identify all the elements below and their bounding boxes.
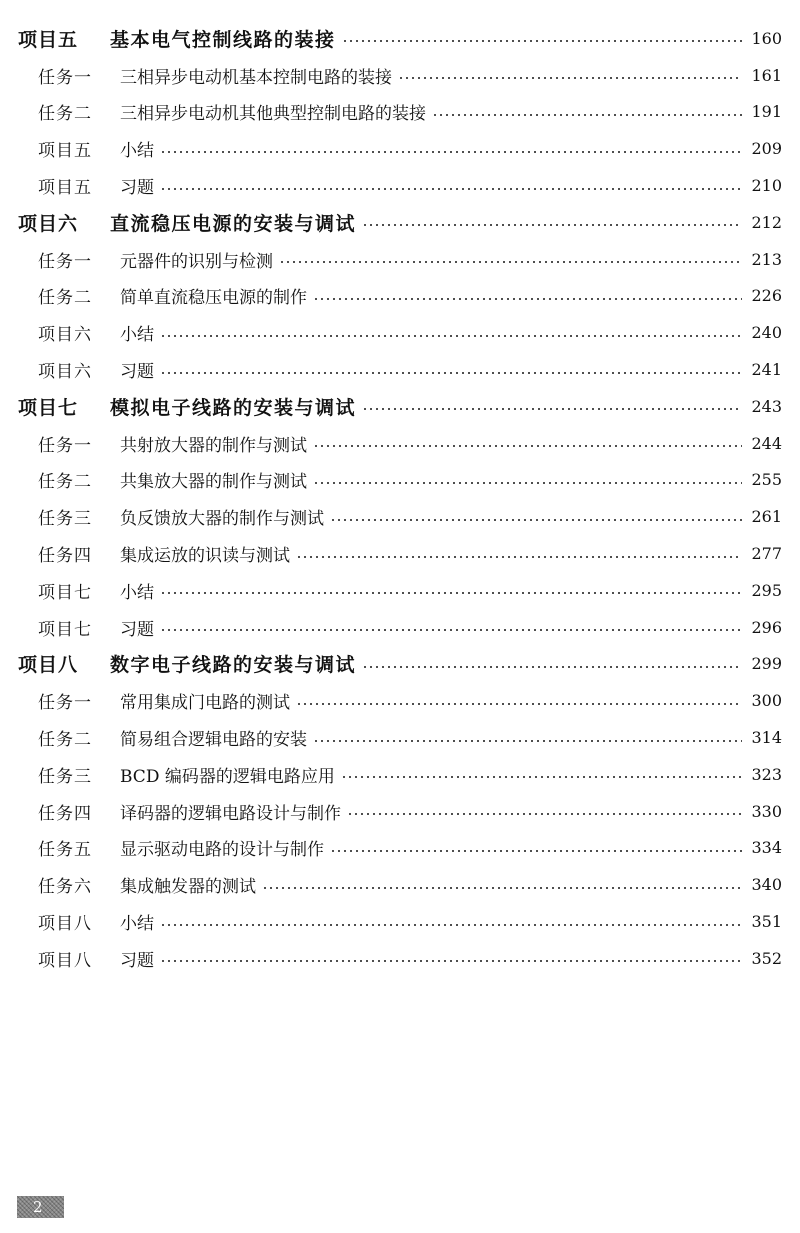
toc-page-number: 334: [751, 838, 782, 858]
toc-label: 任务一: [38, 435, 92, 456]
toc-label: 任务四: [38, 803, 92, 824]
toc-label: 项目七: [38, 582, 92, 603]
toc-title: 小结: [120, 582, 154, 603]
dot-leader: [160, 335, 742, 337]
toc-page-number: 240: [751, 323, 782, 343]
toc-title: 数字电子线路的安装与调试: [110, 654, 357, 677]
toc-page-number: 210: [751, 176, 782, 196]
toc-title: 基本电气控制线路的装接: [110, 28, 336, 51]
dot-leader: [330, 850, 742, 852]
toc-label: 任务三: [38, 766, 92, 787]
toc-page-number: 191: [751, 102, 782, 122]
toc-page-number: 295: [751, 580, 782, 600]
toc-entry-row[interactable]: [0, 57, 800, 94]
toc-entry-row[interactable]: [0, 425, 800, 462]
toc-title: 小结: [120, 914, 154, 935]
toc-label: 任务二: [38, 288, 92, 309]
dot-leader: [313, 445, 742, 447]
toc-entry-row[interactable]: [0, 903, 800, 940]
toc-page-number: 261: [751, 507, 782, 527]
toc-entry-row[interactable]: [0, 756, 800, 793]
toc-title: 集成触发器的测试: [120, 877, 256, 898]
toc-page-number: 255: [751, 470, 782, 490]
dot-leader: [160, 629, 742, 631]
toc-label: 任务一: [38, 67, 92, 88]
toc-project-row[interactable]: [0, 646, 800, 683]
dot-leader: [313, 740, 742, 742]
toc-page-number: 330: [751, 801, 782, 821]
dot-leader: [160, 151, 742, 153]
page-number-badge: [17, 1196, 64, 1218]
toc-title: 直流稳压电源的安装与调试: [110, 212, 357, 235]
toc-entry-row[interactable]: [0, 241, 800, 278]
dot-leader: [432, 114, 742, 116]
toc-title: 常用集成门电路的测试: [120, 693, 290, 714]
toc-title: 三相异步电动机其他典型控制电路的装接: [120, 104, 426, 125]
toc-entry-row[interactable]: [0, 609, 800, 646]
toc-page-number: 160: [751, 28, 782, 48]
toc-page-number: 323: [751, 764, 782, 784]
dot-leader: [296, 556, 742, 558]
toc-title: 习题: [120, 950, 154, 971]
toc-label: 项目八: [38, 950, 92, 971]
toc-entry-row[interactable]: [0, 682, 800, 719]
toc-label: 任务二: [38, 730, 92, 751]
toc-page-number: 244: [751, 433, 782, 453]
toc-label: 项目七: [38, 619, 92, 640]
toc-entry-row[interactable]: [0, 940, 800, 977]
toc-title: 习题: [120, 619, 154, 640]
toc-page-number: 351: [751, 912, 782, 932]
toc-title: BCD 编码器的逻辑电路应用: [120, 766, 335, 787]
toc-title: 小结: [120, 141, 154, 162]
toc-title: 元器件的识别与检测: [120, 251, 273, 272]
dot-leader: [262, 887, 742, 889]
toc-page-number: 296: [751, 617, 782, 637]
dot-leader: [362, 224, 742, 226]
toc-label: 项目六: [18, 212, 79, 235]
dot-leader: [342, 40, 742, 42]
toc-label: 项目八: [38, 914, 92, 935]
toc-title: 小结: [120, 325, 154, 346]
toc-label: 项目五: [18, 28, 79, 51]
toc-entry-row[interactable]: [0, 351, 800, 388]
toc-page-number: 213: [751, 249, 782, 269]
toc-entry-row[interactable]: [0, 793, 800, 830]
dot-leader: [160, 924, 742, 926]
toc-title: 译码器的逻辑电路设计与制作: [120, 803, 341, 824]
toc-title: 模拟电子线路的安装与调试: [110, 396, 357, 419]
toc-page-number: 212: [751, 212, 782, 232]
dot-leader: [398, 77, 742, 79]
dot-leader: [160, 372, 742, 374]
toc-page-number: 314: [751, 728, 782, 748]
toc-entry-row[interactable]: [0, 462, 800, 499]
toc-title: 共射放大器的制作与测试: [120, 435, 307, 456]
toc-label: 任务一: [38, 251, 92, 272]
dot-leader: [347, 813, 742, 815]
dot-leader: [160, 592, 742, 594]
toc-label: 任务六: [38, 877, 92, 898]
toc-entry-row[interactable]: [0, 314, 800, 351]
dot-leader: [362, 408, 742, 410]
toc-label: 项目六: [38, 325, 92, 346]
toc-title: 简易组合逻辑电路的安装: [120, 730, 307, 751]
toc-page-number: 226: [751, 286, 782, 306]
dot-leader: [362, 666, 742, 668]
toc-title: 习题: [120, 178, 154, 199]
page-number: 2: [33, 1198, 43, 1216]
toc-page-number: 340: [751, 875, 782, 895]
toc-entry-row[interactable]: [0, 572, 800, 609]
toc-label: 任务五: [38, 840, 92, 861]
toc-label: 项目八: [18, 654, 79, 677]
toc-label: 项目七: [18, 396, 79, 419]
toc-title: 显示驱动电路的设计与制作: [120, 840, 324, 861]
toc-entry-row[interactable]: [0, 167, 800, 204]
toc-project-row[interactable]: [0, 204, 800, 241]
toc-page-number: 243: [751, 396, 782, 416]
toc-title: 三相异步电动机基本控制电路的装接: [120, 67, 392, 88]
toc-page-number: 241: [751, 360, 782, 380]
toc-project-row[interactable]: [0, 388, 800, 425]
dot-leader: [313, 482, 742, 484]
toc-label: 任务三: [38, 509, 92, 530]
toc-title: 简单直流稳压电源的制作: [120, 288, 307, 309]
table-of-contents: [0, 20, 800, 977]
dot-leader: [296, 703, 742, 705]
toc-entry-row[interactable]: [0, 498, 800, 535]
toc-label: 项目五: [38, 141, 92, 162]
toc-page-number: 299: [751, 654, 782, 674]
dot-leader: [279, 261, 742, 263]
toc-label: 项目五: [38, 178, 92, 199]
toc-label: 任务二: [38, 104, 92, 125]
toc-project-row[interactable]: [0, 20, 800, 57]
toc-page-number: 209: [751, 139, 782, 159]
toc-title: 共集放大器的制作与测试: [120, 472, 307, 493]
toc-entry-row[interactable]: [0, 130, 800, 167]
toc-entry-row[interactable]: [0, 535, 800, 572]
dot-leader: [160, 188, 742, 190]
toc-page-number: 277: [751, 544, 782, 564]
toc-page-number: 161: [751, 65, 782, 85]
toc-entry-row[interactable]: [0, 719, 800, 756]
dot-leader: [313, 298, 742, 300]
toc-title: 负反馈放大器的制作与测试: [120, 509, 324, 530]
toc-entry-row[interactable]: [0, 278, 800, 315]
dot-leader: [330, 519, 742, 521]
toc-label: 项目六: [38, 362, 92, 383]
toc-label: 任务一: [38, 693, 92, 714]
toc-entry-row[interactable]: [0, 866, 800, 903]
toc-title: 习题: [120, 362, 154, 383]
dot-leader: [341, 776, 742, 778]
toc-label: 任务二: [38, 472, 92, 493]
toc-entry-row[interactable]: [0, 830, 800, 867]
toc-label: 任务四: [38, 546, 92, 567]
toc-entry-row[interactable]: [0, 94, 800, 131]
toc-page-number: 300: [751, 691, 782, 711]
dot-leader: [160, 960, 742, 962]
toc-page-number: 352: [751, 948, 782, 968]
toc-title: 集成运放的识读与测试: [120, 546, 290, 567]
